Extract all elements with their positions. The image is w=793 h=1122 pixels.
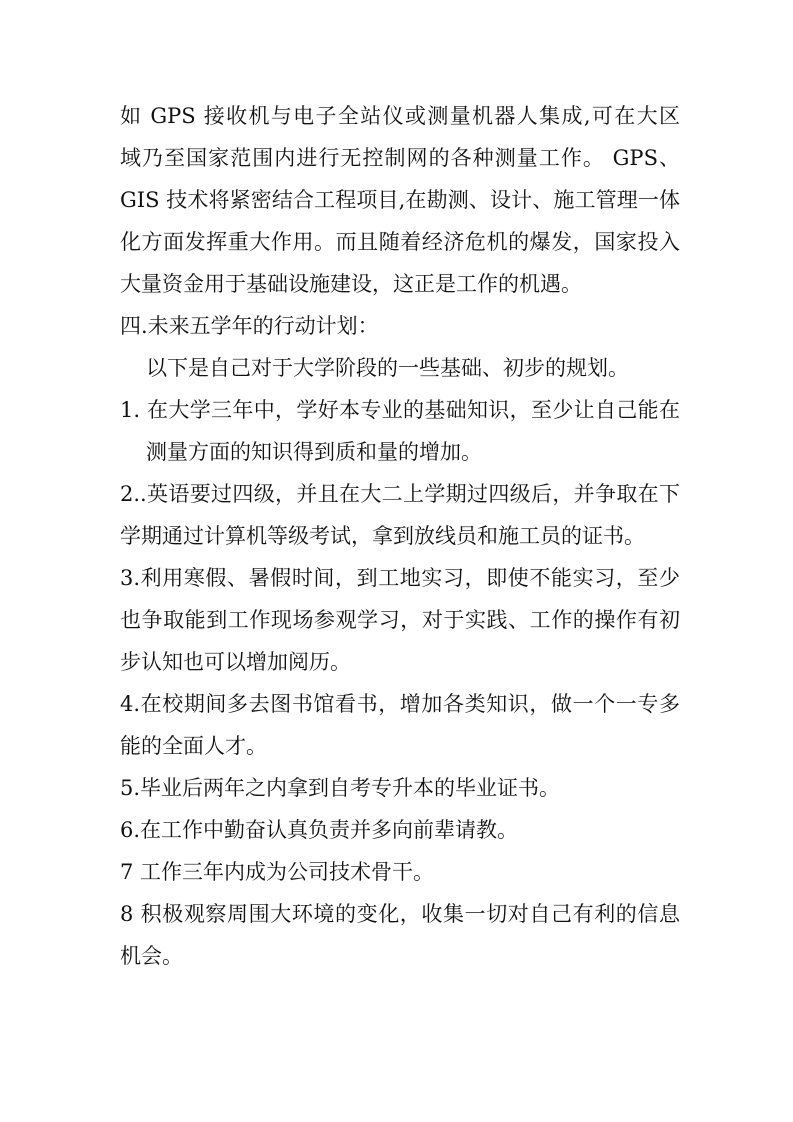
text-line: 域乃至国家范围内进行无控制网的各种测量工作。 GPS、: [120, 146, 680, 170]
text-line: 也争取能到工作现场参观学习，对于实践、工作的操作有初: [120, 608, 680, 632]
list-item: 5.毕业后两年之内拿到自考专升本的毕业证书。: [120, 776, 561, 800]
text-line: 能的全面人才。: [120, 734, 267, 758]
list-item: 6.在工作中勤奋认真负责并多向前辈请教。: [120, 818, 519, 842]
section-heading: 四.未来五学年的行动计划：: [120, 314, 379, 338]
text-line: 以下是自己对于大学阶段的一些基础、初步的规划。: [146, 356, 629, 380]
text-line: 大量资金用于基础设施建设，这正是工作的机遇。: [120, 272, 582, 296]
list-item: 3.利用寒假、暑假时间，到工地实习，即使不能实习，至少: [120, 566, 680, 590]
list-item: 4.在校期间多去图书馆看书，增加各类知识，做一个一专多: [120, 692, 680, 716]
text-line: 学期通过计算机等级考试，拿到放线员和施工员的证书。: [120, 524, 645, 548]
text-line: 化方面发挥重大作用。而且随着经济危机的爆发，国家投入: [120, 230, 680, 254]
list-item: 1. 在大学三年中，学好本专业的基础知识，至少让自己能在: [120, 398, 680, 422]
text-line: 如 GPS 接收机与电子全站仪或测量机器人集成,可在大区: [120, 104, 680, 128]
text-line: GIS 技术将紧密结合工程项目,在勘测、设计、施工管理一体: [120, 188, 680, 212]
list-item: 7 工作三年内成为公司技术骨干。: [120, 860, 435, 884]
text-line: 步认知也可以增加阅历。: [120, 650, 351, 674]
text-line: 机会。: [120, 944, 183, 968]
text-line: 测量方面的知识得到质和量的增加。: [146, 440, 482, 464]
list-item: 2..英语要过四级，并且在大二上学期过四级后，并争取在下: [120, 482, 680, 506]
list-item: 8 积极观察周围大环境的变化，收集一切对自己有利的信息: [120, 902, 680, 926]
